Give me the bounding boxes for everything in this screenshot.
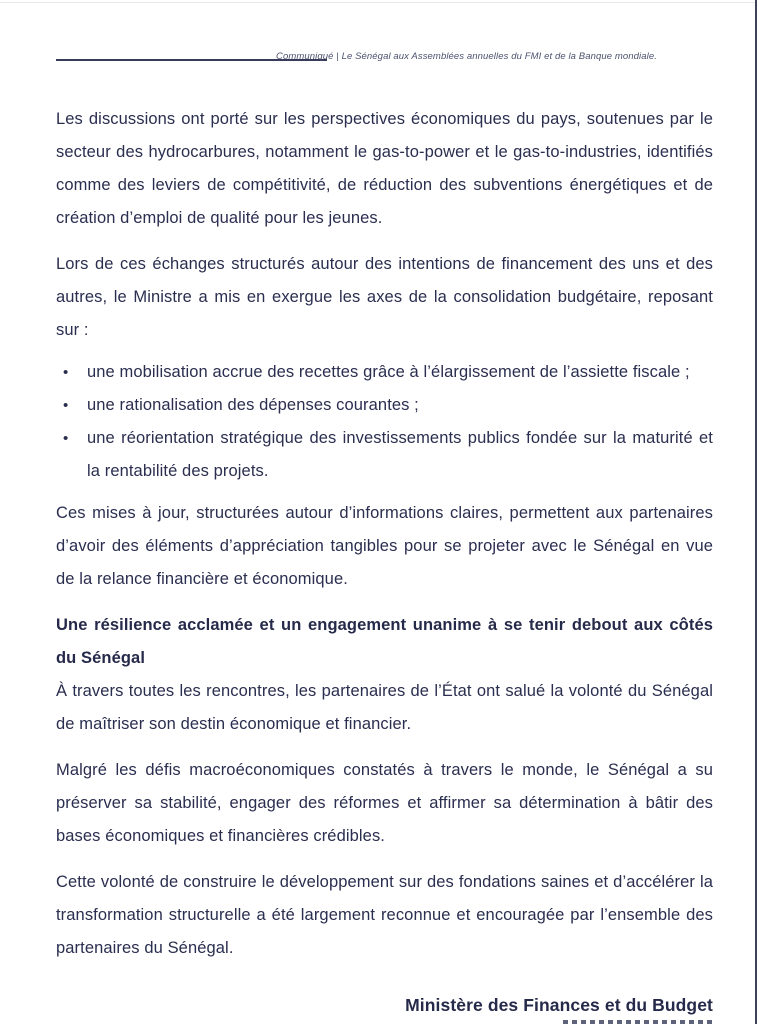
bullet-list xyxy=(56,356,713,488)
bullet-icon: • xyxy=(63,364,69,381)
paragraph-discussions: Les discussions ont porté sur les perspectives économiques du pays, soutenues par le secteur des hydrocarbures, notamment le gas-to-power et le gas-to-industries, identifiés comme des leviers de compétitivité, de réduction des subventions énergétiques et de création d’emploi de qualité pour les jeunes. xyxy=(56,110,713,227)
bullet-icon: • xyxy=(63,397,69,414)
footer-cutoff-line xyxy=(563,1020,713,1024)
paragraph-a-travers: À travers toutes les rencontres, les partenaires de l’État ont salué la volonté du Sénégal de maîtriser son destin économique et financier. xyxy=(56,682,713,733)
document-header xyxy=(0,0,714,70)
list-item xyxy=(56,356,713,389)
document-footer xyxy=(405,993,713,1024)
footer-signature: Ministère des Finances et du Budget xyxy=(405,995,713,1015)
list-item-text: une réorientation stratégique des investissements publics fondée sur la maturité et la rentabilité des projets. xyxy=(87,429,713,480)
paragraph-echanges: Lors de ces échanges structurés autour des intentions de financement des uns et des autres, le Ministre a mis en exergue les axes de la consolidation budgétaire, reposant sur : xyxy=(56,255,713,339)
paragraph-mises-a-jour: Ces mises à jour, structurées autour d’informations claires, permettent aux partenaires d’avoir des éléments d’appréciation tangibles pour se projeter avec le Sénégal en vue de la relance financière et économique. xyxy=(56,504,713,588)
list-item xyxy=(56,389,713,422)
list-item-text: une mobilisation accrue des recettes grâce à l’élargissement de l’assiette fiscale ; xyxy=(87,363,690,381)
page-right-edge xyxy=(755,0,757,1024)
paragraph-cette-volonte: Cette volonté de construire le développement sur des fondations saines et d’accélérer la transformation structurelle a été largement reconnue et encouragée par l’ensemble des partenaires du Sénégal. xyxy=(56,873,713,957)
bullet-icon: • xyxy=(63,430,69,447)
section-heading: Une résilience acclamée et un engagement unanime à se tenir debout aux côtés du Sénégal xyxy=(56,616,713,667)
header-caption: Communiqué | Le Sénégal aux Assemblées annuelles du FMI et de la Banque mondiale. xyxy=(276,51,657,62)
list-item xyxy=(56,422,713,488)
list-item-text: une rationalisation des dépenses courantes ; xyxy=(87,396,419,414)
document-body xyxy=(56,103,713,978)
paragraph-malgre: Malgré les défis macroéconomiques constatés à travers le monde, le Sénégal a su préserver sa stabilité, engager des réformes et affirmer sa détermination à bâtir des bases économiques et financières crédibles. xyxy=(56,761,713,845)
